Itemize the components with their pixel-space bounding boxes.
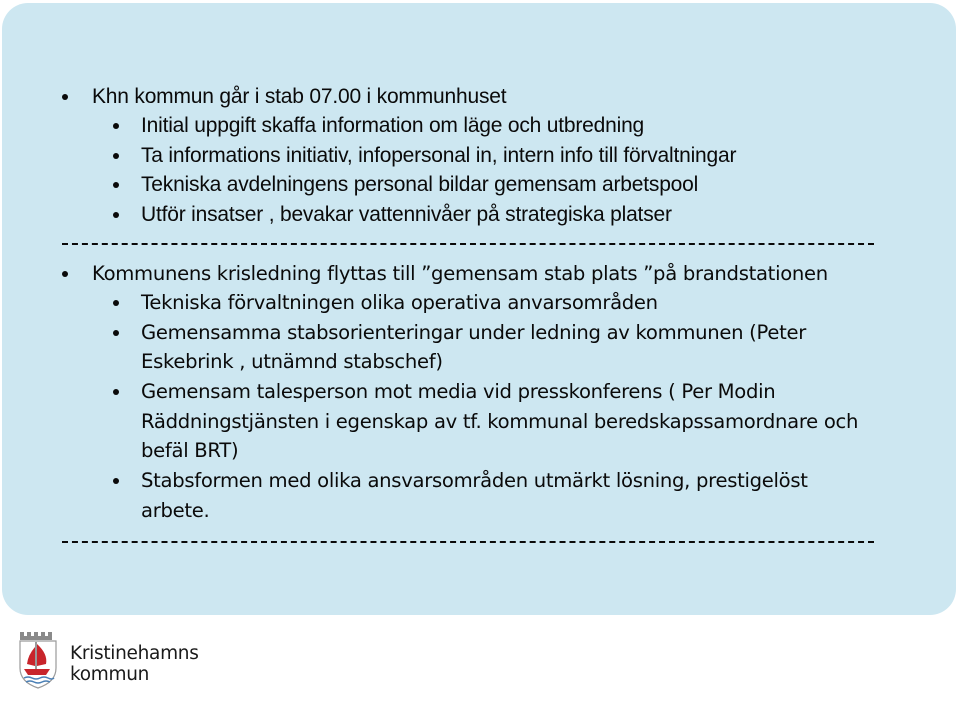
logo-line-1: Kristinehamns	[70, 643, 199, 664]
bullet-icon	[62, 94, 68, 100]
sub-bullet: Tekniska avdelningens personal bildar gemensam arbetspool	[141, 173, 699, 196]
bullet-icon	[113, 478, 119, 484]
sub-bullet: Stabsformen med olika ansvarsområden utmärkt lösning, prestigelöst	[141, 469, 808, 492]
sub-bullet: Tekniska förvaltningen olika operativa anvarsområden	[141, 291, 658, 314]
sub-bullet: Gemensam talesperson mot media vid presskonferens ( Per Modin	[141, 380, 776, 403]
sub-bullet-continuation: arbete.	[141, 499, 210, 522]
logo-text	[70, 643, 199, 685]
sub-bullet-continuation: Räddningstjänsten i egenskap av tf. kommunal beredskapssamordnare och	[141, 410, 859, 433]
bullet-icon	[113, 153, 119, 159]
logo-line-2: kommun	[70, 664, 150, 685]
main-bullet-1: Khn kommun går i stab 07.00 i kommunhuset	[92, 85, 507, 108]
sub-bullet-continuation: Eskebrink , utnämnd stabschef)	[141, 350, 443, 373]
bullet-icon	[113, 182, 119, 188]
bullet-icon	[113, 389, 119, 395]
bullet-icon	[113, 300, 119, 306]
bullet-icon	[62, 271, 68, 277]
bullet-icon	[113, 330, 119, 336]
separator-line	[62, 243, 874, 245]
main-bullet-2: Kommunens krisledning flyttas till ”gemensam stab plats ”på brandstationen	[92, 262, 828, 285]
bullet-icon	[113, 123, 119, 129]
sub-bullet: Initial uppgift skaffa information om läge och utbredning	[141, 114, 645, 137]
sub-bullet: Utför insatser , bevakar vattennivåer på strategiska platser	[141, 203, 672, 226]
sub-bullet-continuation: befäl BRT)	[141, 439, 239, 462]
sub-bullet: Ta informations initiativ, infopersonal in, intern info till förvaltningar	[141, 144, 737, 167]
separator-line	[62, 541, 874, 543]
bullet-icon	[113, 212, 119, 218]
sub-bullet: Gemensamma stabsorienteringar under ledning av kommunen (Peter	[141, 321, 806, 344]
kommun-logo	[16, 630, 276, 694]
coat-of-arms-ship-icon	[16, 630, 60, 690]
